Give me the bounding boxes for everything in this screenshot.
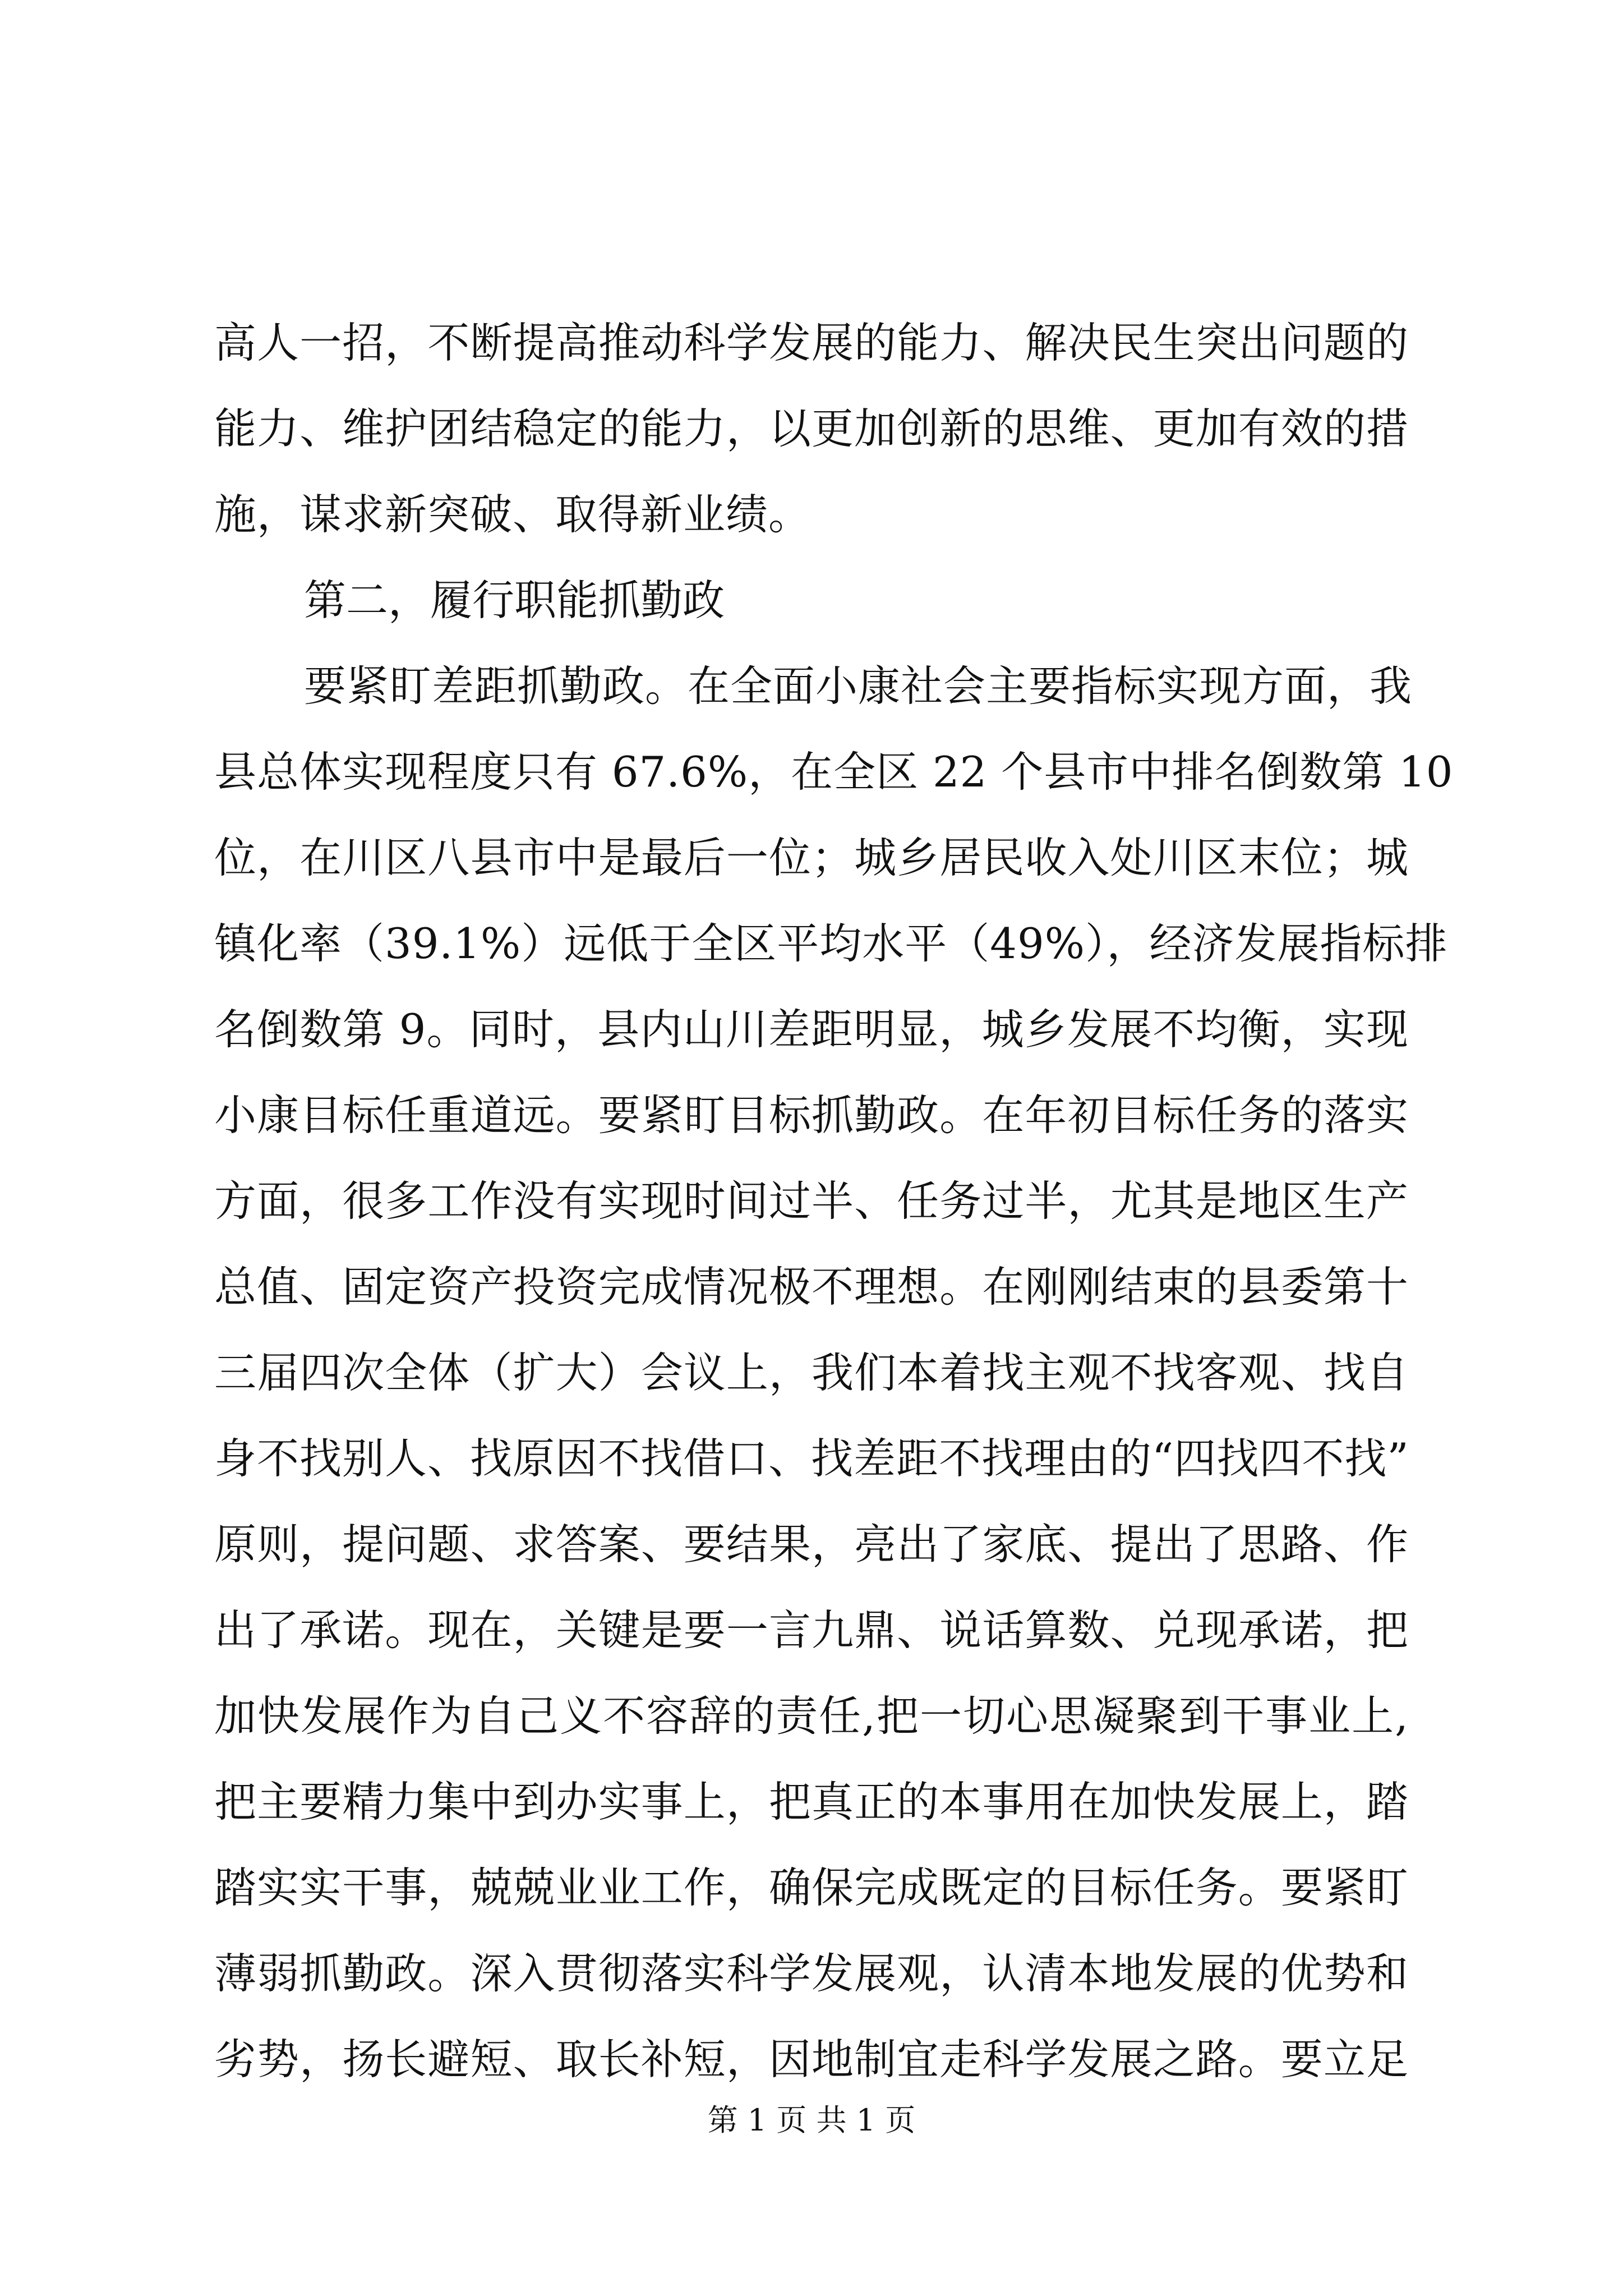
text-line: 身不找别人、找原因不找借口、找差距不找理由的“四找四不找”	[214, 1434, 1409, 1483]
text-line: 小康目标任重道远。要紧盯目标抓勤政。在年初目标任务的落实	[214, 1091, 1409, 1140]
text-line: 方面，很多工作没有实现时间过半、任务过半，尤其是地区生产	[214, 1176, 1409, 1226]
text-line: 位，在川区八县市中是最后一位；城乡居民收入处川区末位；城	[214, 833, 1409, 882]
text-line: 薄弱抓勤政。深入贯彻落实科学发展观，认清本地发展的优势和	[214, 1949, 1409, 1998]
text-line: 要紧盯差距抓勤政。在全面小康社会主要指标实现方面，我	[304, 661, 1413, 711]
text-line: 出了承诺。现在，关键是要一言九鼎、说话算数、兑现承诺，把	[214, 1605, 1409, 1655]
text-line: 名倒数第 9。同时，县内山川差距明显，城乡发展不均衡，实现	[214, 1005, 1409, 1054]
page-footer: 第 1 页 共 1 页	[707, 2102, 916, 2138]
text-line: 县总体实现程度只有 67.6%，在全区 22 个县市中排名倒数第 10	[214, 747, 1454, 797]
text-line: 总值、固定资产投资完成情况极不理想。在刚刚结束的县委第十	[214, 1262, 1409, 1312]
section-heading: 第二，履行职能抓勤政	[304, 576, 725, 625]
text-line: 劣势，扬长避短、取长补短，因地制宜走科学发展之路。要立足	[214, 2035, 1409, 2084]
text-line: 把主要精力集中到办实事上，把真正的本事用在加快发展上，踏	[214, 1777, 1409, 1826]
text-line: 能力、维护团结稳定的能力，以更加创新的思维、更加有效的措	[214, 404, 1409, 453]
text-line: 镇化率（39.1%）远低于全区平均水平（49%），经济发展指标排	[214, 919, 1448, 968]
text-line: 高人一招，不断提高推动科学发展的能力、解决民生突出问题的	[214, 318, 1409, 367]
text-line: 施，谋求新突破、取得新业绩。	[214, 490, 811, 539]
text-line: 三届四次全体（扩大）会议上，我们本着找主观不找客观、找自	[214, 1348, 1409, 1397]
text-line: 踏实实干事，兢兢业业工作，确保完成既定的目标任务。要紧盯	[214, 1863, 1409, 1912]
text-line: 原则，提问题、求答案、要结果，亮出了家底、提出了思路、作	[214, 1520, 1409, 1569]
document-body	[214, 300, 1454, 2102]
text-line: 加快发展作为自己义不容辞的责任,把一切心思凝聚到干事业上,	[214, 1691, 1409, 1741]
